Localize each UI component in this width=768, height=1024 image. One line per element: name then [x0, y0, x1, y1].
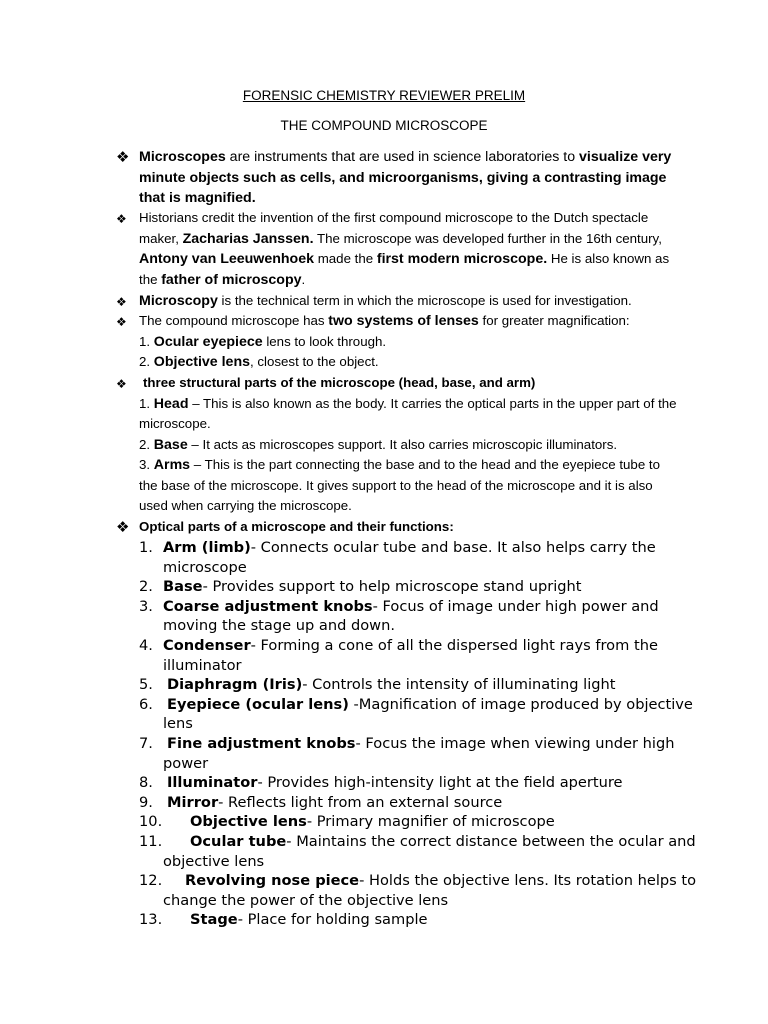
- list-item: 1. Arm (limb)- Connects ocular tube and base. It also helps carry the microscope: [139, 539, 656, 576]
- document-subtitle: THE COMPOUND MICROSCOPE: [280, 118, 488, 133]
- diamond-bullet-icon: ❖: [116, 518, 130, 536]
- list-item: 1. Head – This is also known as the body. It carries the optical parts in the upper part of the microscope.: [139, 395, 677, 431]
- bullet-microscopes: Microscopes are instruments that are used in science laboratories to visualize very minute objects such as cells, and microorganisms, giving a contrasting image that is magnified.: [139, 149, 672, 206]
- bullet-optical-parts-heading: Optical parts of a microscope and their functions:: [139, 519, 454, 534]
- list-item: 5. Diaphragm (Iris)- Controls the intensity of illuminating light: [139, 676, 616, 694]
- list-item: 2. Base- Provides support to help microscope stand upright: [139, 578, 582, 596]
- optical-parts-list: [139, 538, 699, 930]
- bullet-structural-parts: three structural parts of the microscope (head, base, and arm) 1. Head – This is also known as the body. It carries the optical parts in the upper part of the microscope. 2. Base – It acts as microscopes support. It also carries microscopic illuminators. 3. Arms – This is the part connecting the base and to the head and the eyepiece tube to the base of the microscope. It gives support to the head of the microscope and it is also used when carrying the microscope.: [139, 373, 679, 517]
- list-item: 7. Fine adjustment knobs- Focus the image when viewing under high power: [139, 734, 675, 772]
- bullet-lens-systems: The compound microscope has two systems of lenses for greater magnification: 1. Ocular eyepiece lens to look through. 2. Objective lens, closest to the object.: [139, 311, 679, 373]
- list-item: 1. Ocular eyepiece lens to look through.: [139, 333, 387, 350]
- list-item: 8. Illuminator- Provides high-intensity light at the field aperture: [139, 774, 623, 792]
- list-item: 3. Coarse adjustment knobs- Focus of image under high power and moving the stage up and down.: [139, 597, 659, 635]
- list-item: 13. Stage- Place for holding sample: [139, 911, 428, 929]
- document-title: FORENSIC CHEMISTRY REVIEWER PRELIM: [242, 88, 526, 103]
- list-item: 11. Ocular tube- Maintains the correct distance between the ocular and objective lens: [139, 832, 696, 870]
- list-item: 3. Arms – This is the part connecting the base and to the head and the eyepiece tube to the base of the microscope. It gives support to the head of the microscope and it is also used when carrying the microscope.: [139, 457, 660, 513]
- list-item: 10. Objective lens- Primary magnifier of microscope: [139, 813, 555, 831]
- diamond-bullet-icon: ❖: [116, 148, 130, 166]
- bullet-history: Historians credit the invention of the first compound microscope to the Dutch spectacle maker, Zacharias Janssen. The microscope was developed further in the 16th century, Antony van Leeuwenhoek made the first modern microscope. He is also known as the father of microscopy.: [139, 210, 670, 288]
- list-item: 9. Mirror- Reflects light from an external source: [139, 793, 503, 811]
- diamond-bullet-icon: ❖: [116, 295, 127, 309]
- diamond-bullet-icon: ❖: [116, 315, 127, 329]
- bullet-microscopy: Microscopy is the technical term in which the microscope is used for investigation.: [139, 293, 632, 309]
- list-item: 12. Revolving nose piece- Holds the objective lens. Its rotation helps to change the power of the objective lens: [139, 872, 697, 909]
- list-item: 4. Condenser- Forming a cone of all the dispersed light rays from the illuminator: [139, 636, 658, 674]
- list-item: 2. Base – It acts as microscopes support. It also carries microscopic illuminators.: [139, 436, 618, 453]
- list-item: 2. Objective lens, closest to the object.: [139, 354, 379, 370]
- diamond-bullet-icon: ❖: [116, 212, 127, 226]
- list-item: 6. Eyepiece (ocular lens) -Magnification of image produced by objective lens: [139, 695, 693, 733]
- diamond-bullet-icon: ❖: [116, 377, 127, 391]
